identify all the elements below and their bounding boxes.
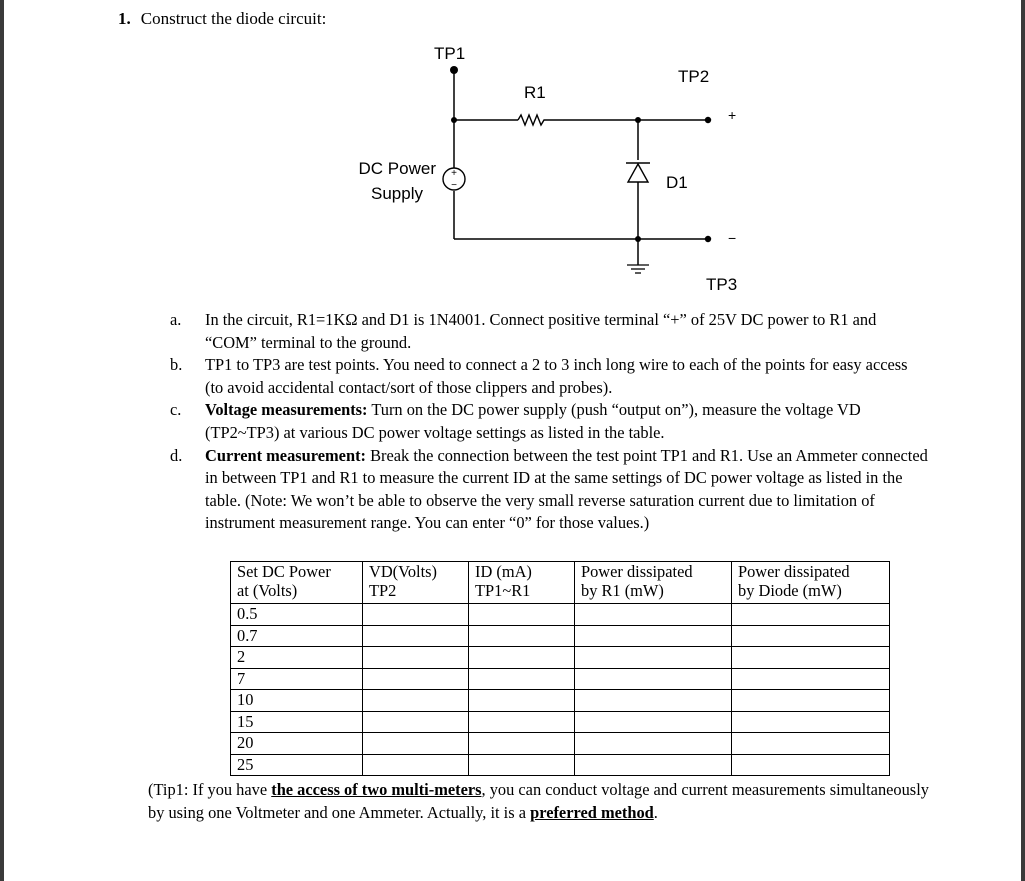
item-text: Turn on the DC power supply (push “output on”), measure the voltage VD (TP2~TP3) at various DC power voltage settings as listed in the table.	[205, 400, 861, 442]
tp2-terminal-dot	[705, 117, 711, 123]
tip-text: .	[653, 803, 658, 822]
table-cell[interactable]	[469, 754, 575, 776]
junction-dot	[635, 117, 641, 123]
supply-label: Supply	[371, 184, 423, 203]
table-cell[interactable]	[363, 754, 469, 776]
table-cell[interactable]	[575, 733, 732, 755]
table-row	[231, 711, 890, 733]
table-row	[231, 625, 890, 647]
measurement-table	[230, 561, 890, 776]
item-marker: d.	[170, 445, 183, 465]
item-marker: c.	[170, 400, 182, 420]
tp1-terminal-dot	[450, 66, 458, 74]
item-marker: b.	[170, 355, 183, 375]
right-border	[1021, 0, 1025, 881]
table-cell[interactable]	[363, 668, 469, 690]
table-cell: 0.5	[231, 604, 363, 626]
junction-dot	[451, 117, 457, 123]
table-cell[interactable]	[363, 647, 469, 669]
table-cell[interactable]	[363, 690, 469, 712]
question-number: 1.	[118, 9, 131, 28]
table-cell[interactable]	[732, 754, 890, 776]
ground-icon	[627, 265, 649, 273]
instruction-item	[168, 399, 928, 444]
positive-terminal-label: +	[728, 107, 737, 123]
diode-circuit-diagram	[340, 36, 760, 298]
instruction-list	[168, 309, 928, 535]
tip-emphasis: the access of two multi-meters	[271, 780, 482, 799]
table-cell[interactable]	[575, 604, 732, 626]
table-cell[interactable]	[469, 711, 575, 733]
table-row	[231, 733, 890, 755]
table-row	[231, 754, 890, 776]
table-cell[interactable]	[363, 604, 469, 626]
circuit-wires	[454, 70, 708, 265]
table-cell[interactable]	[732, 711, 890, 733]
instruction-item	[168, 354, 928, 399]
table-cell[interactable]	[575, 754, 732, 776]
table-cell[interactable]	[469, 647, 575, 669]
item-text: TP1 to TP3 are test points. You need to connect a 2 to 3 inch long wire to each of the points for easy access (to avoid accidental contact/sort of those clippers and probes).	[205, 355, 908, 397]
table-cell: 15	[231, 711, 363, 733]
negative-terminal-label: −	[728, 230, 737, 246]
tp3-label: TP3	[706, 275, 738, 294]
dc-power-label: DC Power	[358, 159, 436, 178]
instruction-item	[168, 445, 928, 535]
dc-source-symbol	[443, 168, 465, 191]
diode-d1-symbol	[626, 163, 650, 182]
tip-emphasis: preferred method	[530, 803, 654, 822]
instruction-item	[168, 309, 928, 354]
d1-label: D1	[666, 173, 688, 192]
table-row	[231, 604, 890, 626]
source-minus-sign: −	[451, 180, 457, 191]
item-bold-label: Current measurement:	[205, 445, 366, 465]
tip-paragraph	[148, 778, 938, 824]
table-row	[231, 690, 890, 712]
table-cell[interactable]	[732, 733, 890, 755]
item-text: Break the connection between the test point TP1 and R1. Use an Ammeter connected in between TP1 and R1 to measure the current ID at the same settings of DC power voltage as listed in the table. (Note: We won’t be able to observe the very small reverse saturation current due to limitation of instrument measurement range. You can enter “0” for those values.)	[205, 445, 928, 533]
question-title: Construct the diode circuit:	[140, 9, 327, 28]
table-cell: 2	[231, 647, 363, 669]
table-cell: 25	[231, 754, 363, 776]
table-cell[interactable]	[469, 625, 575, 647]
table-cell[interactable]	[732, 690, 890, 712]
table-cell[interactable]	[732, 668, 890, 690]
header-cell: VD(Volts) TP2	[363, 562, 469, 604]
table-cell[interactable]	[363, 625, 469, 647]
question-heading	[118, 9, 326, 29]
header-cell: Set DC Power at (Volts)	[231, 562, 363, 604]
header-cell: Power dissipated by R1 (mW)	[575, 562, 732, 604]
left-border	[0, 0, 4, 881]
table-cell[interactable]	[575, 668, 732, 690]
item-text: In the circuit, R1=1KΩ and D1 is 1N4001. Connect positive terminal “+” of 25V DC power to R1 and “COM” terminal to the ground.	[205, 310, 877, 352]
table-cell: 0.7	[231, 625, 363, 647]
item-marker: a.	[170, 310, 182, 329]
table-cell[interactable]	[469, 604, 575, 626]
tip-text: , you can conduct voltage and current measurements simultaneously by using one Voltmeter and one Ammeter. Actually, it is a	[148, 780, 929, 822]
resistor-r1-symbol	[518, 115, 546, 125]
r1-label: R1	[524, 83, 546, 102]
table-cell[interactable]	[575, 690, 732, 712]
table-cell[interactable]	[575, 647, 732, 669]
header-cell: ID (mA) TP1~R1	[469, 562, 575, 604]
table-cell: 20	[231, 733, 363, 755]
tip-text: (Tip1: If you have	[148, 780, 272, 799]
table-cell[interactable]	[732, 604, 890, 626]
tp3-terminal-dot	[705, 236, 711, 242]
item-bold-label: Voltage measurements:	[205, 400, 368, 420]
table-cell[interactable]	[575, 625, 732, 647]
header-cell: Power dissipated by Diode (mW)	[732, 562, 890, 604]
table-cell: 10	[231, 690, 363, 712]
junction-dot	[635, 236, 641, 242]
table-cell: 7	[231, 668, 363, 690]
table-cell[interactable]	[575, 711, 732, 733]
table-cell[interactable]	[469, 690, 575, 712]
table-cell[interactable]	[363, 733, 469, 755]
tp2-label: TP2	[678, 67, 710, 86]
table-row	[231, 647, 890, 669]
table-cell[interactable]	[732, 625, 890, 647]
table-row	[231, 668, 890, 690]
tp1-label: TP1	[434, 44, 466, 63]
table-cell[interactable]	[469, 733, 575, 755]
source-plus-sign: +	[451, 168, 457, 179]
table-header-row	[231, 562, 890, 604]
table-cell[interactable]	[469, 668, 575, 690]
table-cell[interactable]	[732, 647, 890, 669]
table-cell[interactable]	[363, 711, 469, 733]
